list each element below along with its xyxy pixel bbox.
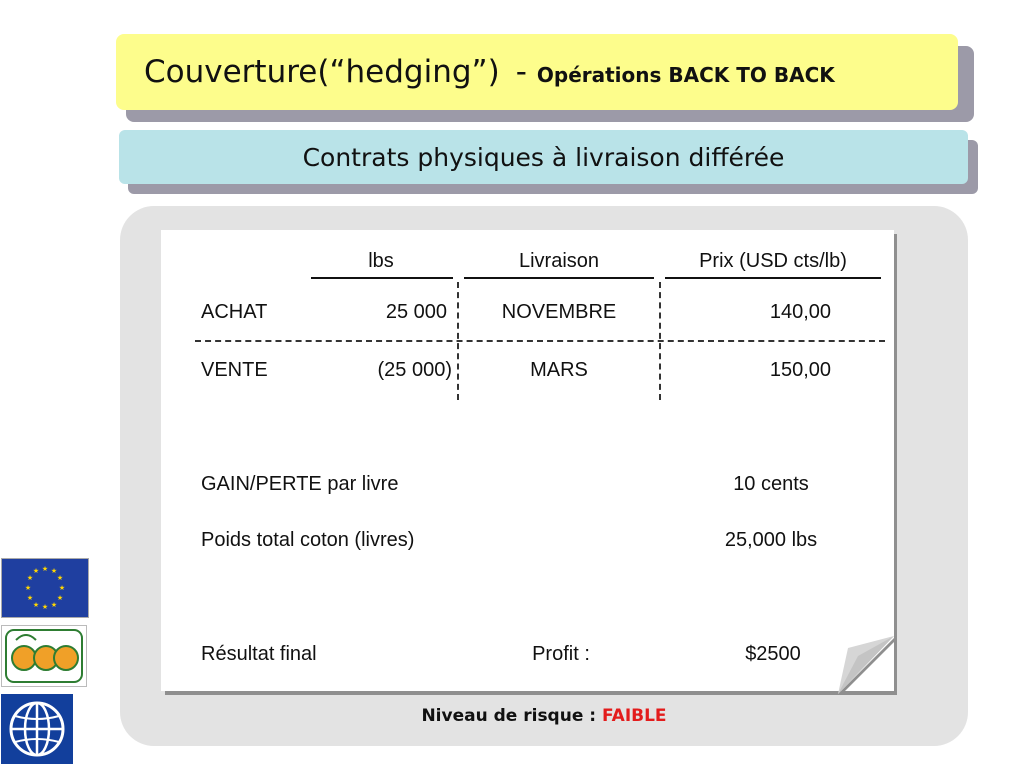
risk-level [120,706,968,726]
page-curl-icon [838,636,896,694]
svg-text:★: ★ [41,603,49,611]
svg-text:★: ★ [50,601,58,609]
row-vente-price: 150,00 [769,359,831,381]
svg-text:★: ★ [32,601,40,609]
final-result-type: Profit : [532,643,590,665]
column-header-price: Prix (USD cts/lb) [699,250,847,272]
svg-text:★: ★ [41,565,49,573]
header-underline-lbs [311,277,453,279]
gain-loss-label: GAIN/PERTE par livre [201,473,399,495]
header-underline-delivery [464,277,654,279]
paper-card [161,230,894,691]
page-subtitle: Opérations BACK TO BACK [536,63,835,87]
svg-text:★: ★ [24,584,32,592]
svg-text:★: ★ [50,567,58,575]
svg-text:★: ★ [56,574,64,582]
globe-icon [1,694,73,764]
row-vente-lbs: (25 000) [377,359,452,381]
svg-text:★: ★ [26,594,34,602]
row-vente-delivery: MARS [530,359,588,381]
risk-value: FAIBLE [602,706,667,726]
title-separator: - [515,54,527,90]
column-header-lbs: lbs [368,250,394,272]
subtitle-banner [119,130,968,184]
eu-flag-logo [1,558,89,618]
svg-text:★: ★ [32,567,40,575]
acp-cotton-icon [2,626,86,686]
row-achat-delivery: NOVEMBRE [501,301,617,323]
title-banner [116,34,958,110]
svg-text:★: ★ [26,574,34,582]
total-weight-value: 25,000 lbs [724,529,818,551]
subtitle-text: Contrats physiques à livraison différée [302,142,785,172]
eu-stars-icon [2,559,88,617]
header-underline-price [665,277,881,279]
row-label-achat: ACHAT [201,301,268,323]
final-result-label: Résultat final [201,643,317,665]
row-achat-price: 140,00 [769,301,831,323]
risk-label: Niveau de risque : [421,706,597,726]
gain-loss-value: 10 cents [733,473,809,495]
final-result-value: $2500 [745,643,801,665]
column-header-delivery: Livraison [518,250,600,272]
svg-text:★: ★ [58,584,66,592]
total-weight-label: Poids total coton (livres) [201,529,415,551]
world-bank-logo [1,694,73,764]
row-achat-lbs: 25 000 [385,301,447,323]
row-divider [195,340,885,342]
acp-logo [1,625,87,687]
page-title: Couverture(“hedging”) [144,54,500,90]
svg-text:★: ★ [56,594,64,602]
row-label-vente: VENTE [201,359,268,381]
